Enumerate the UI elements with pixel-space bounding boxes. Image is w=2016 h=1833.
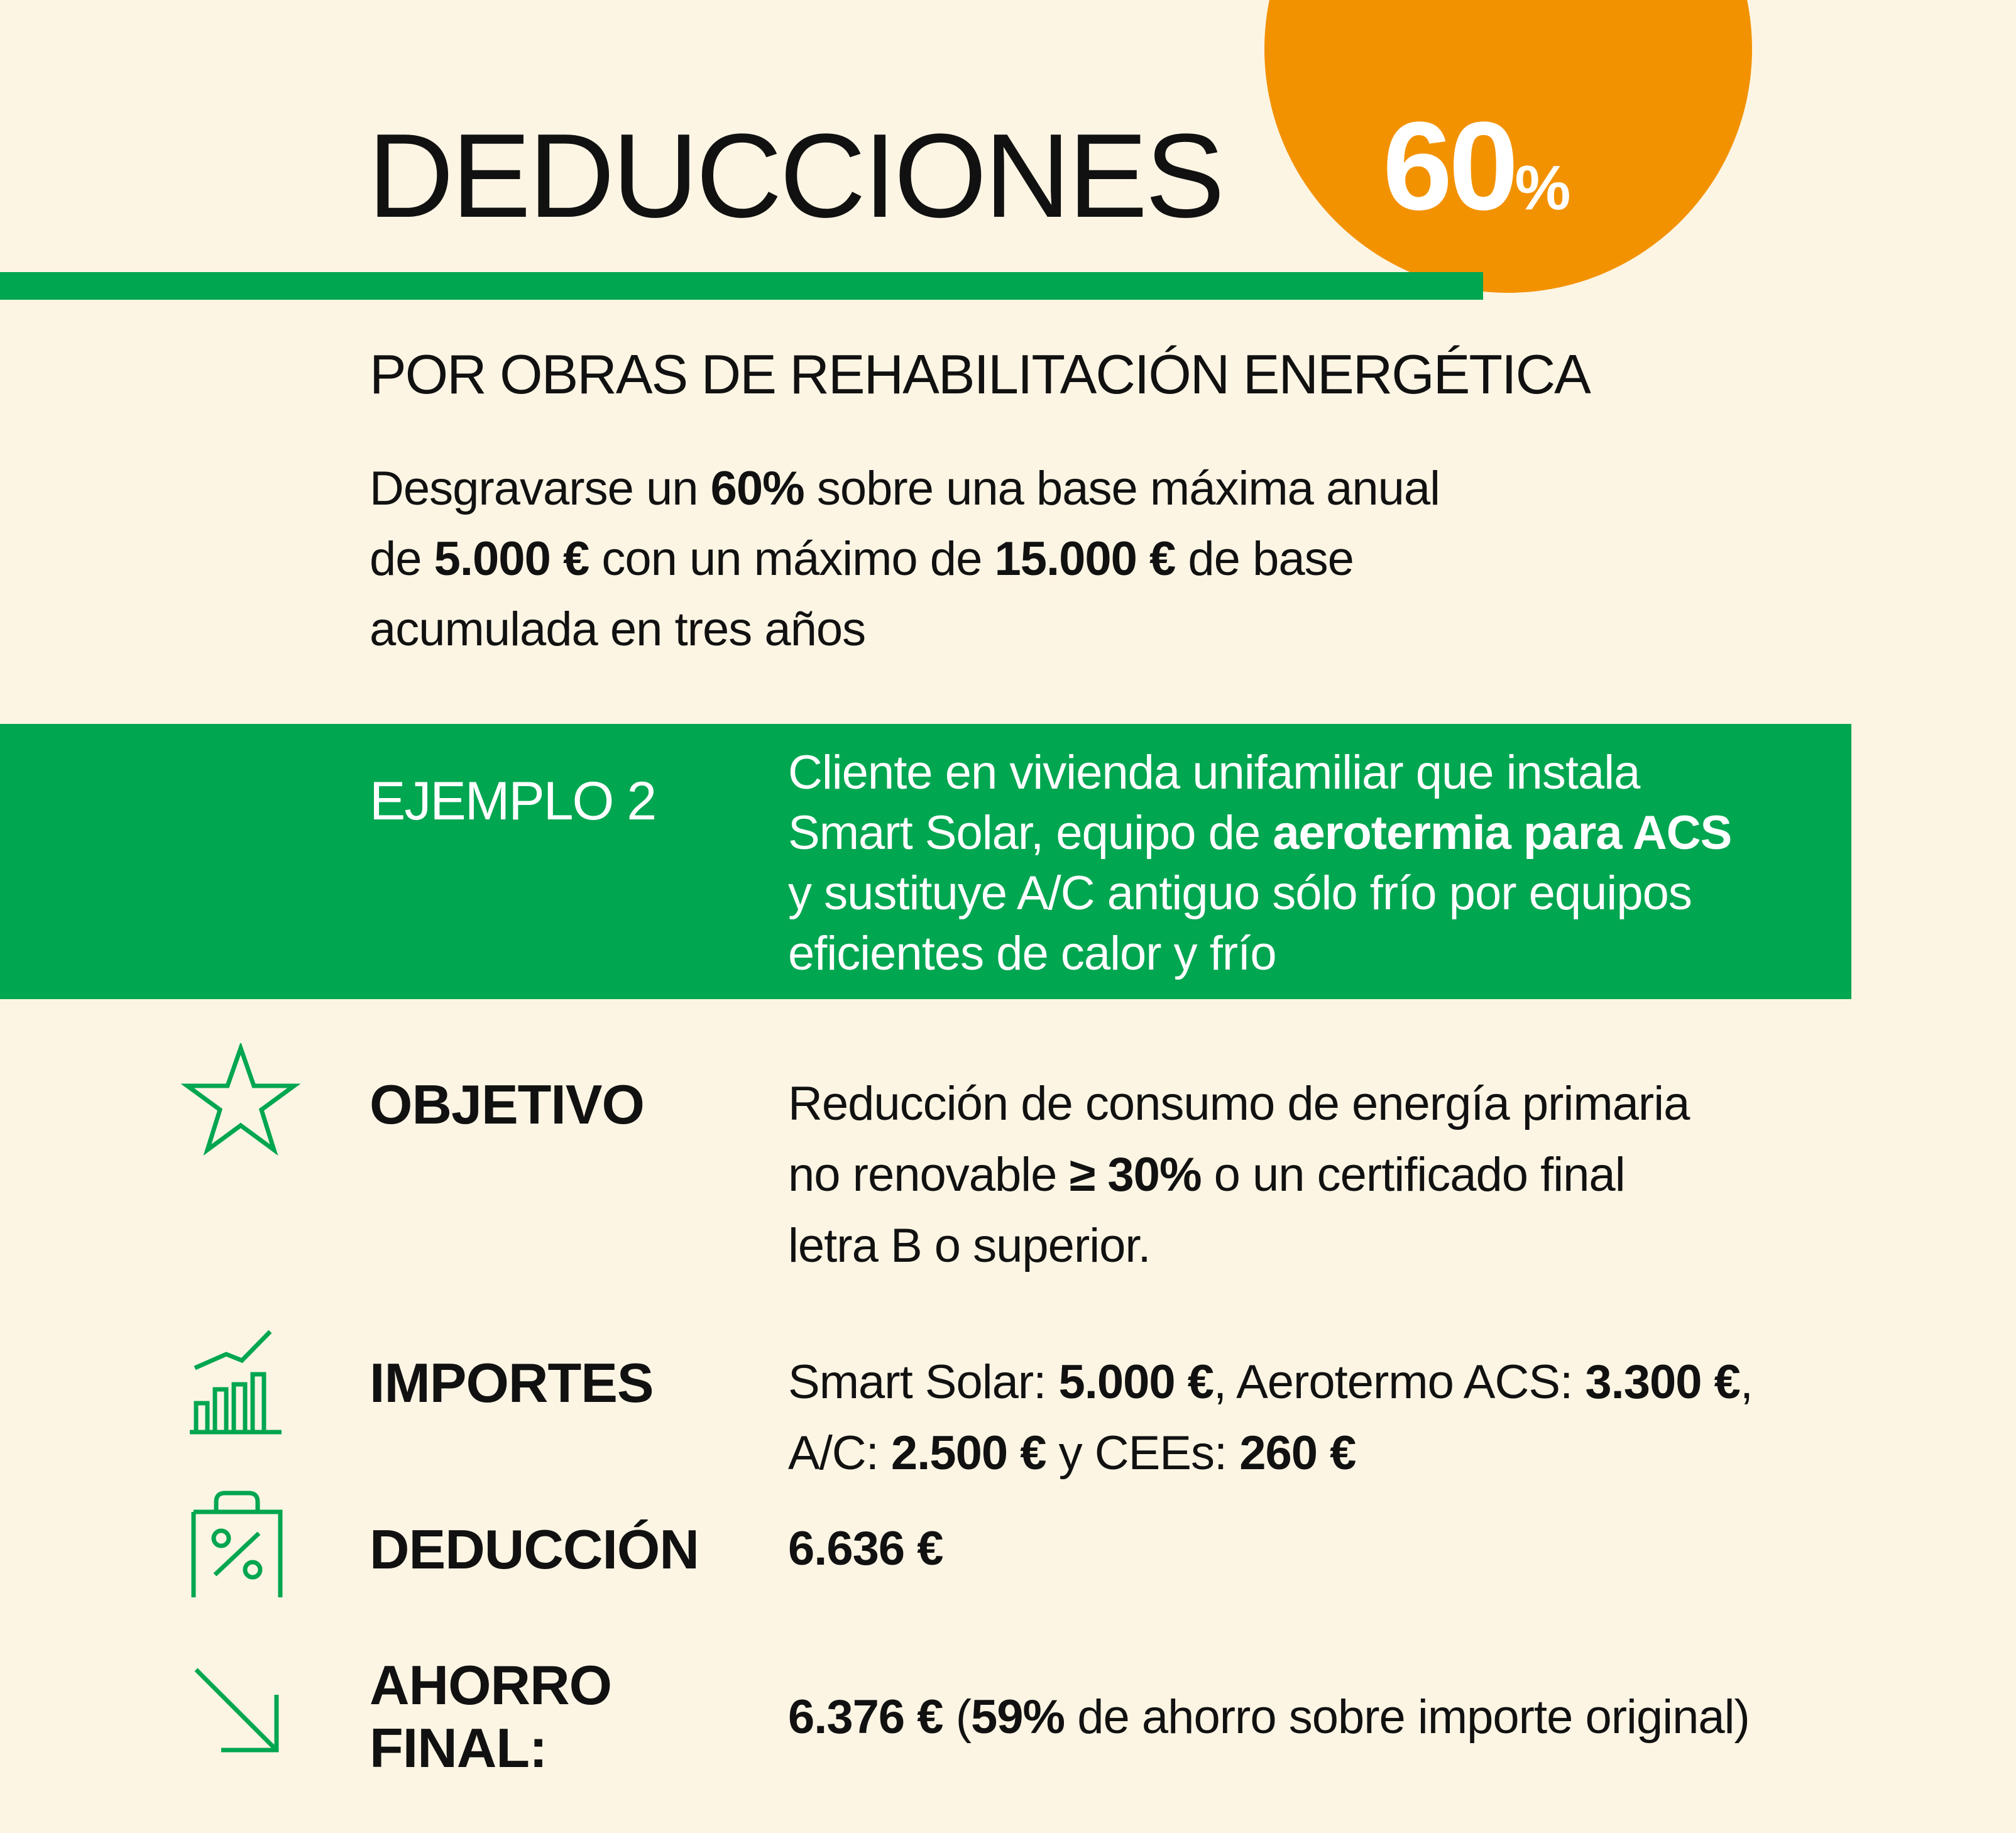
intro-highlight-max-base: 15.000 € bbox=[994, 532, 1176, 586]
importes-text bbox=[788, 1347, 1957, 1489]
arrow-down-right-icon bbox=[189, 1662, 289, 1763]
ahorro-label bbox=[370, 1654, 611, 1780]
importe-smart-solar: 5.000 € bbox=[1058, 1355, 1214, 1409]
subtitle: POR OBRAS DE REHABILITACIÓN ENERGÉTICA bbox=[370, 343, 1590, 405]
intro-text: con un máximo de bbox=[589, 532, 995, 586]
importes-line: y CEEs: bbox=[1046, 1426, 1240, 1480]
objetivo-line: no renovable bbox=[788, 1148, 1070, 1201]
importes-line: , bbox=[1739, 1355, 1753, 1409]
example-highlight: aerotermia para ACS bbox=[1273, 806, 1732, 860]
title-underline bbox=[0, 272, 1483, 300]
ahorro-percent: 59% bbox=[971, 1690, 1065, 1744]
objetivo-line: o un certificado final bbox=[1201, 1148, 1625, 1201]
importes-line: Smart Solar: bbox=[788, 1355, 1059, 1409]
objetivo-label: OBJETIVO bbox=[370, 1073, 644, 1135]
ahorro-value: 6.376 € bbox=[788, 1690, 943, 1744]
objetivo-line: Reducción de consumo de energía primaria bbox=[788, 1077, 1690, 1130]
badge-number: 60 bbox=[1383, 96, 1515, 236]
deduccion-value: 6.636 € bbox=[788, 1522, 943, 1575]
ahorro-label-line: AHORRO bbox=[370, 1654, 612, 1716]
ahorro-text bbox=[788, 1682, 1957, 1753]
star-icon bbox=[181, 1043, 300, 1156]
intro-paragraph bbox=[370, 454, 1752, 665]
intro-text: de base bbox=[1175, 532, 1354, 586]
deduccion-label: DEDUCCIÓN bbox=[370, 1518, 699, 1580]
example-description bbox=[788, 743, 1844, 984]
importe-cees: 260 € bbox=[1239, 1426, 1356, 1480]
example-text: Smart Solar, equipo de bbox=[788, 806, 1273, 860]
intro-text: Desgravarse un bbox=[370, 462, 711, 515]
ahorro-label-line: FINAL: bbox=[370, 1717, 547, 1779]
example-text: y sustituye A/C antiguo sólo frío por equipos bbox=[788, 867, 1692, 920]
badge-percentage bbox=[1383, 94, 1570, 239]
importes-label: IMPORTES bbox=[370, 1352, 654, 1414]
intro-text: de bbox=[370, 532, 434, 586]
bar-chart-icon bbox=[189, 1323, 283, 1436]
example-text: Cliente en vivienda unifamiliar que instala bbox=[788, 746, 1640, 799]
importes-line: A/C: bbox=[788, 1426, 891, 1480]
intro-text: acumulada en tres años bbox=[370, 603, 866, 656]
ahorro-line: ( bbox=[943, 1690, 972, 1744]
importe-aerotermo: 3.300 € bbox=[1585, 1355, 1740, 1409]
objetivo-text bbox=[788, 1068, 1957, 1281]
example-label: EJEMPLO 2 bbox=[370, 771, 656, 831]
objetivo-line: letra B o superior. bbox=[788, 1219, 1151, 1272]
ahorro-line: de ahorro sobre importe original) bbox=[1065, 1690, 1750, 1744]
intro-highlight-annual-base: 5.000 € bbox=[434, 532, 589, 586]
objetivo-highlight: ≥ 30% bbox=[1069, 1148, 1202, 1201]
shopping-bag-percent-icon bbox=[190, 1489, 284, 1602]
page-title: DEDUCCIONES bbox=[368, 109, 1223, 243]
importe-ac: 2.500 € bbox=[890, 1426, 1046, 1480]
intro-highlight-percent: 60% bbox=[710, 462, 804, 515]
example-text: eficientes de calor y frío bbox=[788, 927, 1276, 980]
badge-symbol: % bbox=[1515, 153, 1571, 223]
intro-text: sobre una base máxima anual bbox=[804, 462, 1440, 515]
importes-line: , Aerotermo ACS: bbox=[1213, 1355, 1586, 1409]
